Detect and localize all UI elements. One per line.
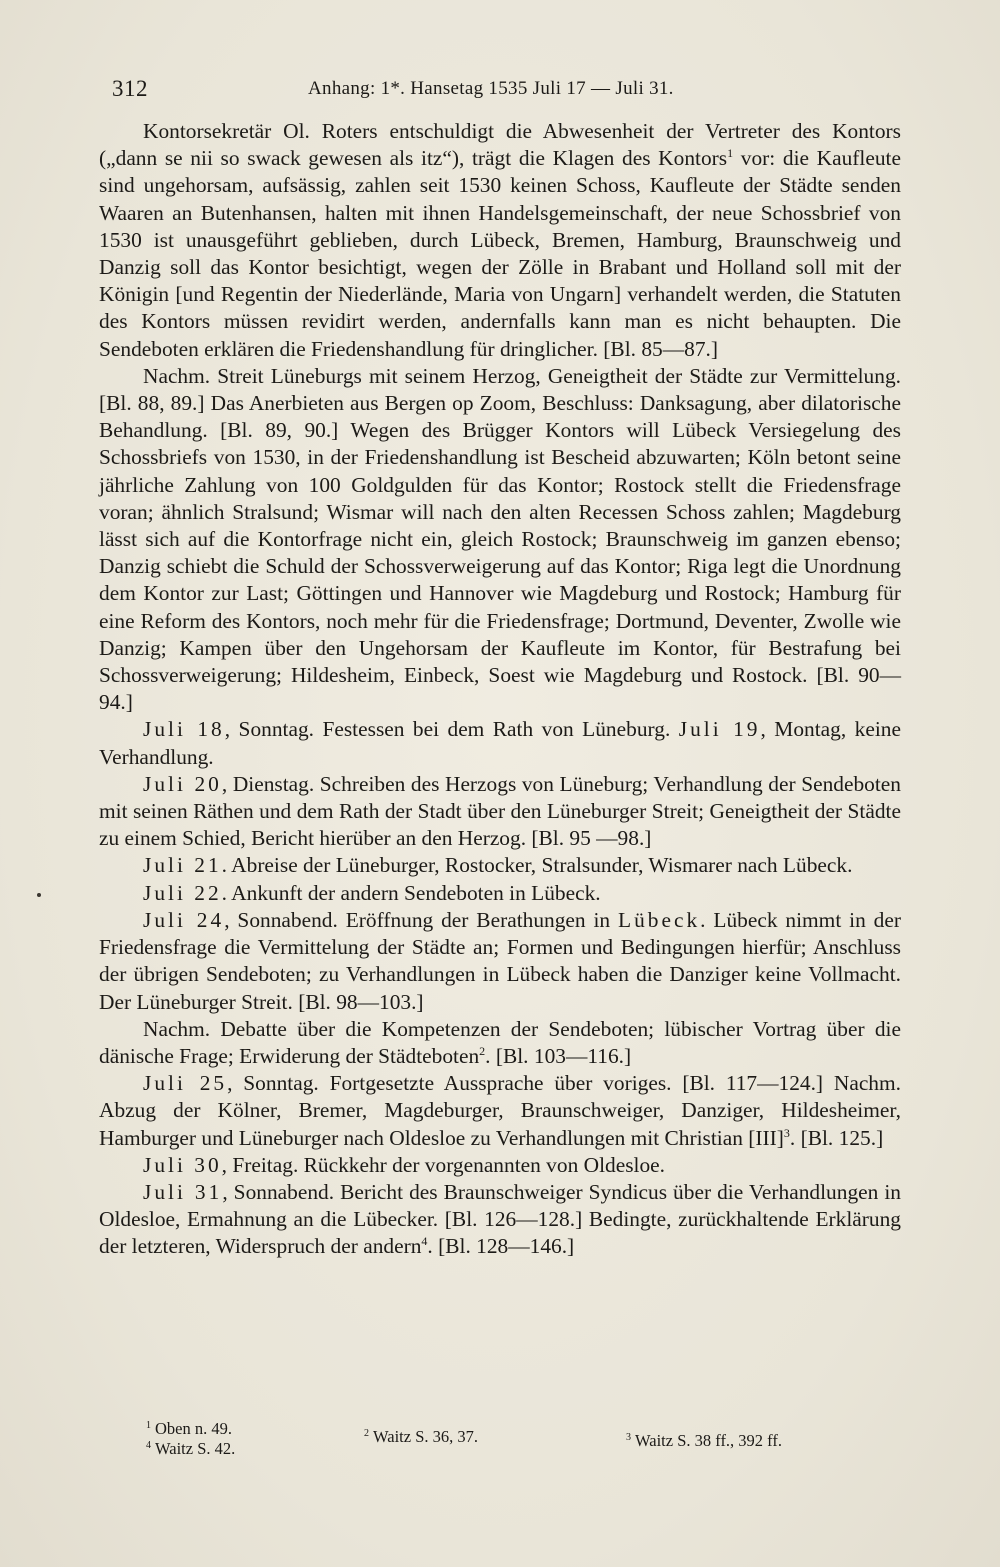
- paragraph-text: . [Bl. 103—116.]: [485, 1043, 632, 1068]
- footnote-marker: 2: [364, 1427, 369, 1439]
- paragraph-text: , Sonntag. Fortgesetzte Aussprache über voriges. [Bl. 117—124.] Nachm. Abzug der Kölner, Bremer, Magdeburger, Braunschweiger, Danziger, Hildesheimer, Hamburger und Lüneburger nach Oldesloe zu Verhandlungen mit Christian [III]: [99, 1071, 901, 1150]
- paragraph-text: . [Bl. 128—146.]: [427, 1234, 575, 1259]
- footnote: [146, 1419, 232, 1439]
- date: Juli 30: [143, 1152, 222, 1177]
- paragraph-text: . [Bl. 125.]: [789, 1125, 884, 1150]
- paragraph-text: . Abreise der Lüneburger, Rostocker, Stralsunder, Wismarer nach Lübeck.: [221, 853, 853, 878]
- paragraph: [99, 118, 901, 363]
- paragraph-text: Nachm. Debatte über die Kompetenzen der Sendeboten; lübischer Vortrag über die dänische Frage; Erwiderung der Städteboten: [99, 1016, 901, 1068]
- footnote-ref: 4: [421, 1234, 428, 1249]
- paragraph: [99, 771, 901, 853]
- paragraph-text: Nachm. Streit Lüneburgs mit seinem Herzog, Geneigtheit der Städte zur Vermittelung. [Bl. 88, 89.] Das Anerbieten aus Bergen op Zoom, Beschluss: Danksagung, aber dilatorische Behandlung. [Bl. 89, 90.] Wegen des Brügger Kontors will Lübeck Versiegelung des Schossbriefs von 1530, in der Friedenshandlung ist Bescheid abzuwarten; Köln betont seine jährliche Zahlung von 100 Goldgulden für das Kontor; Rostock stellt die Friedensfrage voran; ähnlich Stralsund; Wismar will nach den alten Recessen Schoss zahlen; Magdeburg lässt sich auf die Kontorfrage nicht ein, gleich Rostock; Braunschweig im ganzen ebenso; Danzig schiebt die Schuld der Schossverweigerung auf das Kontor; Riga legt die Unordnung dem Kontor zur Last; Göttingen und Hannover wie Magdeburg und Rostock; Hamburg für eine Reform des Kontors, noch mehr für die Friedensfrage; Dortmund, Deventer, Zwolle wie Danzig; Kampen über den Ungehorsam der Kaufleute im Kontor, für Bestrafung bei Schossverweigerung; Hildesheim, Einbeck, Soest wie Magdeburg und Rostock. [Bl. 90—94.]: [99, 363, 901, 715]
- main-text: [99, 118, 901, 1261]
- running-head: Anhang: 1*. Hansetag 1535 Juli 17 — Juli 31.: [308, 78, 674, 99]
- footnote-marker: 4: [146, 1439, 151, 1451]
- paragraph-text: , Sonnabend. Eröffnung der Berathungen in: [224, 907, 619, 932]
- date: Juli 25: [143, 1071, 228, 1096]
- date: Juli 24: [143, 907, 225, 932]
- paragraph: [99, 1070, 901, 1152]
- footnote-ref: 3: [783, 1125, 790, 1140]
- footnote-marker: 1: [146, 1419, 151, 1431]
- date: Juli 18: [143, 717, 225, 742]
- paragraph-text: , Freitag. Rückkehr der vorgenannten von Oldesloe.: [221, 1152, 665, 1177]
- paragraph-text: vor: die Kaufleute sind ungehorsam, aufsässig, zahlen seit 1530 keinen Schoss, Kaufleute der Städte senden Waaren an Butenhansen, halten mit ihnen Handelsgemeinschaft, der neue Schossbrief von 1530 ist unausgeführt geblieben, durch Lübeck, Bremen, Hamburg, Braunschweig und Danzig soll das Kontor besichtigt, wegen der Zölle in Brabant und Holland soll mit der Königin [und Regentin der Niederlände, Maria von Ungarn] verhandelt werden, die Statuten des Kontors müssen revidirt werden, andernfalls kann man es nicht behaupten. Die Sendeboten erklären die Friedenshandlung für dringlicher. [Bl. 85—87.]: [99, 146, 901, 361]
- paragraph: [99, 907, 901, 1016]
- footnote-text: Waitz S. 38 ff., 392 ff.: [635, 1431, 783, 1450]
- date: Juli 21: [143, 853, 222, 878]
- date: Juli 20: [143, 771, 222, 796]
- footnote-text: Waitz S. 36, 37.: [373, 1427, 478, 1446]
- paper-speck: [37, 893, 41, 897]
- date: Juli 31: [143, 1179, 223, 1204]
- page-number: 312: [112, 76, 148, 101]
- footnote: [146, 1439, 235, 1459]
- paragraph-text: , Sonntag. Festessen bei dem Rath von Lüneburg.: [224, 717, 679, 742]
- paragraph-text: , Dienstag. Schreiben des Herzogs von Lüneburg; Verhandlung der Sendeboten mit seinen Räthen und dem Rath der Stadt über den Lüneburger Streit; Geneigtheit der Städte zu einem Schied, Bericht hierüber an den Herzog. [Bl. 95 —98.]: [99, 771, 901, 851]
- date: Juli 19: [678, 717, 761, 742]
- paragraph: [99, 1016, 901, 1070]
- paragraph: [99, 1179, 901, 1261]
- paragraph-text: . Lübeck nimmt in der Friedensfrage die Vermittelung der Städte an; Formen und Bedingungen hierfür; Anschluss der übrigen Sendeboten; zu Verhandlungen in Lübeck haben die Danziger keine Vollmacht. Der Lüneburger Streit. [Bl. 98—103.]: [99, 907, 901, 1014]
- footnote-text: Oben n. 49.: [155, 1419, 232, 1438]
- paragraph-text: , Montag, keine Verhandlung.: [99, 717, 901, 769]
- paragraph: [99, 880, 901, 907]
- footnote-ref: 2: [479, 1043, 486, 1058]
- paragraph-text: , Sonnabend. Bericht des Braunschweiger Syndicus über die Verhandlungen in Oldesloe, Ermahnung an die Lübecker. [Bl. 126—128.] Bedingte, zurückhaltende Erklärung der letzteren, Widerspruch der andern: [99, 1179, 901, 1259]
- page-header: [112, 74, 902, 108]
- footnote-text: Waitz S. 42.: [155, 1439, 236, 1458]
- paragraph: [99, 852, 901, 879]
- footnote: [626, 1431, 782, 1451]
- date: Juli 22: [143, 880, 222, 905]
- place: Lübeck: [618, 907, 701, 932]
- paragraph: [99, 716, 901, 770]
- paragraph: [99, 363, 901, 717]
- footnote-marker: 3: [626, 1431, 631, 1443]
- footnote-ref: 1: [727, 146, 734, 161]
- footnotes: [146, 1419, 906, 1469]
- paragraph-text: Kontorsekretär Ol. Roters entschuldigt die Abwesenheit der Vertreter des Kontors („dann se nii so swack gewesen als itz“), trägt die Klagen des Kontors: [99, 119, 901, 171]
- paragraph-text: . Ankunft der andern Sendeboten in Lübeck.: [221, 880, 601, 905]
- paragraph: [99, 1152, 901, 1179]
- footnote: [364, 1427, 478, 1447]
